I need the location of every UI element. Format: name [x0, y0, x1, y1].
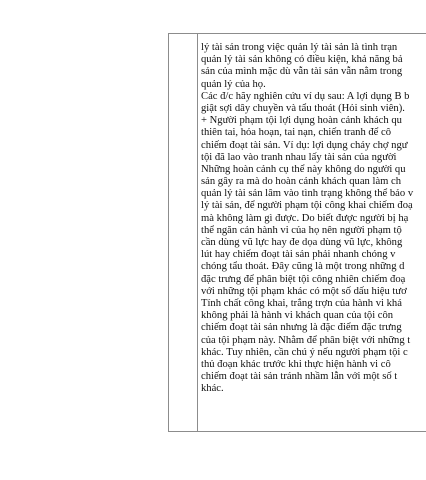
text-line: chiếm đoạt tài sản nhưng là đặc điểm đặc trưng: [201, 322, 402, 334]
text-line: chiếm đoạt tài sản tránh nhầm lẫn với một số t: [201, 371, 398, 383]
text-line: Những hoàn cảnh cụ thể này không do người qu: [201, 163, 406, 175]
text-line: chiếm đoạt tài sản. Ví dụ: lợi dụng cháy chợ ngư: [201, 139, 408, 151]
text-line: thiên tai, hỏa hoạn, tai nạn, chiến tranh để cô: [201, 127, 392, 139]
text-line: của tội phạm này. Nhằm để phân biệt với những t: [201, 334, 411, 346]
text-line: mà không làm gì được. Do biết được người bị hạ: [201, 212, 409, 224]
text-line: lút hay chiếm đoạt tài sản phải nhanh chóng v: [201, 249, 396, 261]
text-line: quản lý tài sản không có điều kiện, khả năng bả: [201, 54, 403, 66]
text-line: khác.: [201, 383, 224, 395]
text-line: + Người phạm tội lợi dụng hoàn cảnh khách qu: [201, 115, 402, 127]
text-line: quản lý của họ.: [201, 78, 266, 90]
text-line: lý tài sản trong việc quản lý tài sản là tình trạn: [201, 42, 398, 53]
text-line: đặc trưng để phân biệt tội công nhiên chiếm đoạ: [201, 273, 406, 285]
text-line: giật sợi dây chuyền và tẩu thoát (Hỏi sinh viên).: [201, 102, 405, 114]
text-line: Tính chất công khai, trắng trợn của hành vi khá: [201, 297, 402, 309]
text-line: không phải là hành vi khách quan của tội côn: [201, 310, 394, 322]
table-text-cell: [201, 42, 426, 442]
text-line: quản lý tài sản lâm vào tình trạng không thể bảo v: [201, 188, 414, 200]
text-line: sản gây ra mà do hoàn cảnh khách quan làm ch: [201, 176, 402, 188]
table-left-border: [168, 33, 169, 432]
text-line: thủ đoạn khác trước khi thực hiện hành vi cô: [201, 358, 391, 370]
text-line: khác. Tuy nhiên, cần chú ý nếu người phạm tội c: [201, 346, 408, 358]
text-line: với những tội phạm khác có một số dấu hiệu tươ: [201, 285, 407, 297]
text-line: sản của mình mặc dù vẫn tài sản vẫn nằm trong: [201, 66, 403, 78]
text-line: chóng tẩu thoát. Đây cũng là một trong những d: [201, 261, 405, 273]
text-line: thể ngăn cản hành vi của họ nên người phạm tộ: [201, 224, 402, 236]
text-line: tội đã lao vào tranh nhau lấy tài sản của người: [201, 151, 397, 163]
table-top-border: [168, 33, 426, 34]
table-column-divider: [197, 33, 198, 432]
text-line: lý tài sản, để người phạm tội công khai chiếm đoạ: [201, 200, 413, 212]
text-line: cần dùng vũ lực hay đe dọa dùng vũ lực, không: [201, 237, 403, 248]
text-line: Các đ/c hãy nghiên cứu ví dụ sau: A lợi dụng B b: [201, 90, 410, 102]
